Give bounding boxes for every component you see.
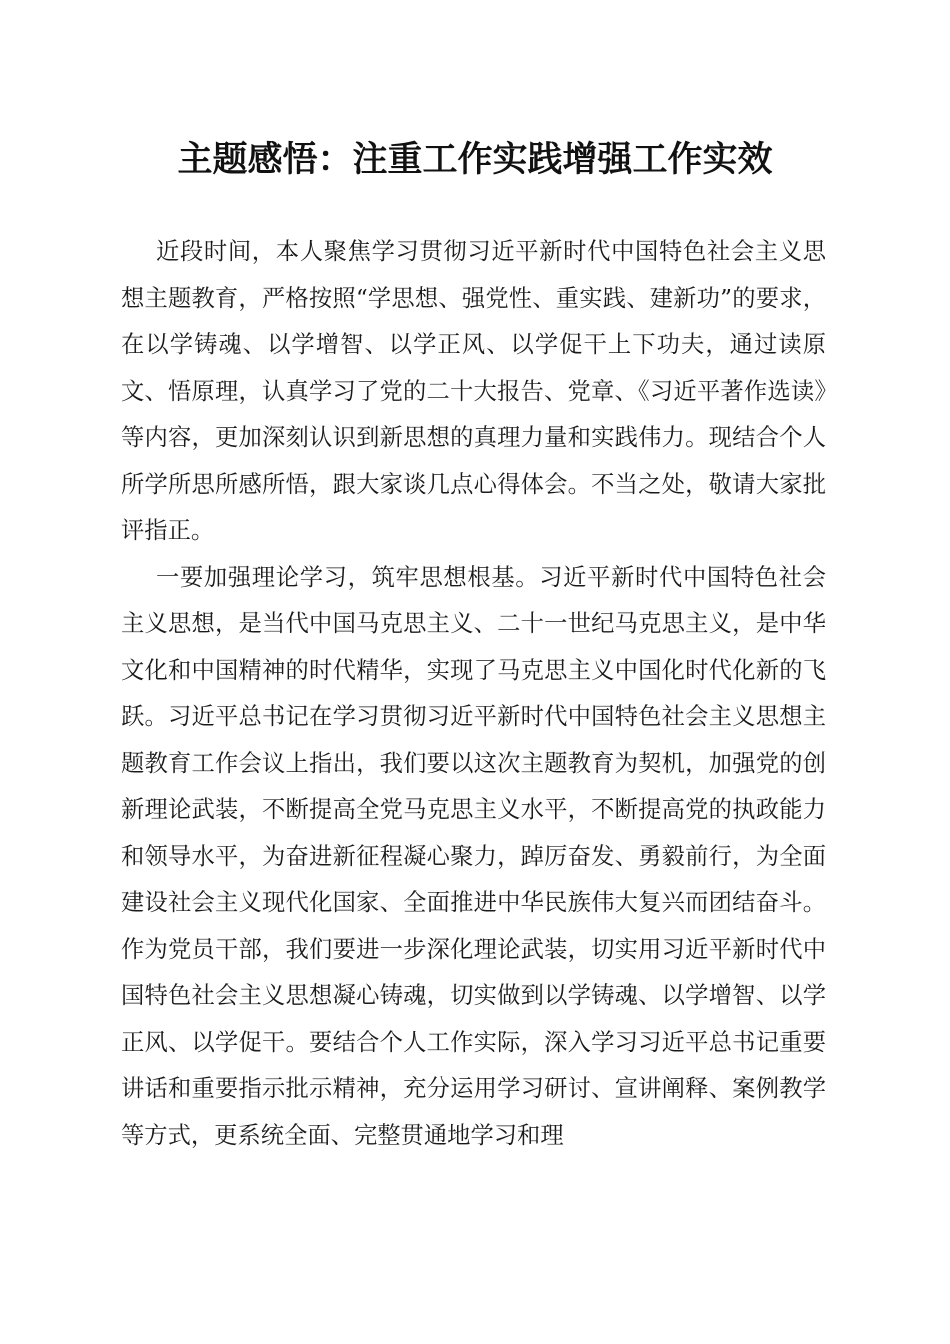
document-title: 主题感悟：注重工作实践增强工作实效 [177,139,773,180]
paragraph-point-one: 一要加强理论学习，筑牢思想根基。习近平新时代中国特色社会主义思想，是当代中国马克思主义、二十一世纪马克思主义，是中华文化和中国精神的时代精华，实现了马克思主义中国化时代化新的飞跃。习近平总书记在学习贯彻习近平新时代中国特色社会主义思想主题教育工作会议上指出，我们要以这次主题教育为契机，加强党的创新理论武装，不断提高全党马克思主义水平，不断提高党的执政能力和领导水平，为奋进新征程凝心聚力，踔厉奋发、勇毅前行，为全面建设社会主义现代化国家、全面推进中华民族伟大复兴而团结奋斗。作为党员干部，我们要进一步深化理论武装，切实用习近平新时代中国特色社会主义思想凝心铸魂，切实做到以学铸魂、以学增智、以学正风、以学促干。要结合个人工作实际，深入学习习近平总书记重要讲话和重要指示批示精神，充分运用学习研讨、宣讲阐释、案例教学等方式，更系统全面、完整贯通地学习和理 [121,563,826,1149]
document-body [121,229,826,1159]
paragraph-intro: 近段时间，本人聚焦学习贯彻习近平新时代中国特色社会主义思想主题教育，严格按照“学思想、强党性、重实践、建新功”的要求，在以学铸魂、以学增智、以学正风、以学促干上下功夫，通过读原文、悟原理，认真学习了党的二十大报告、党章、《习近平著作选读》等内容，更加深刻认识到新思想的真理力量和实践伟力。现结合个人所学所思所感所悟，跟大家谈几点心得体会。不当之处，敬请大家批评指正。 [121,238,826,544]
